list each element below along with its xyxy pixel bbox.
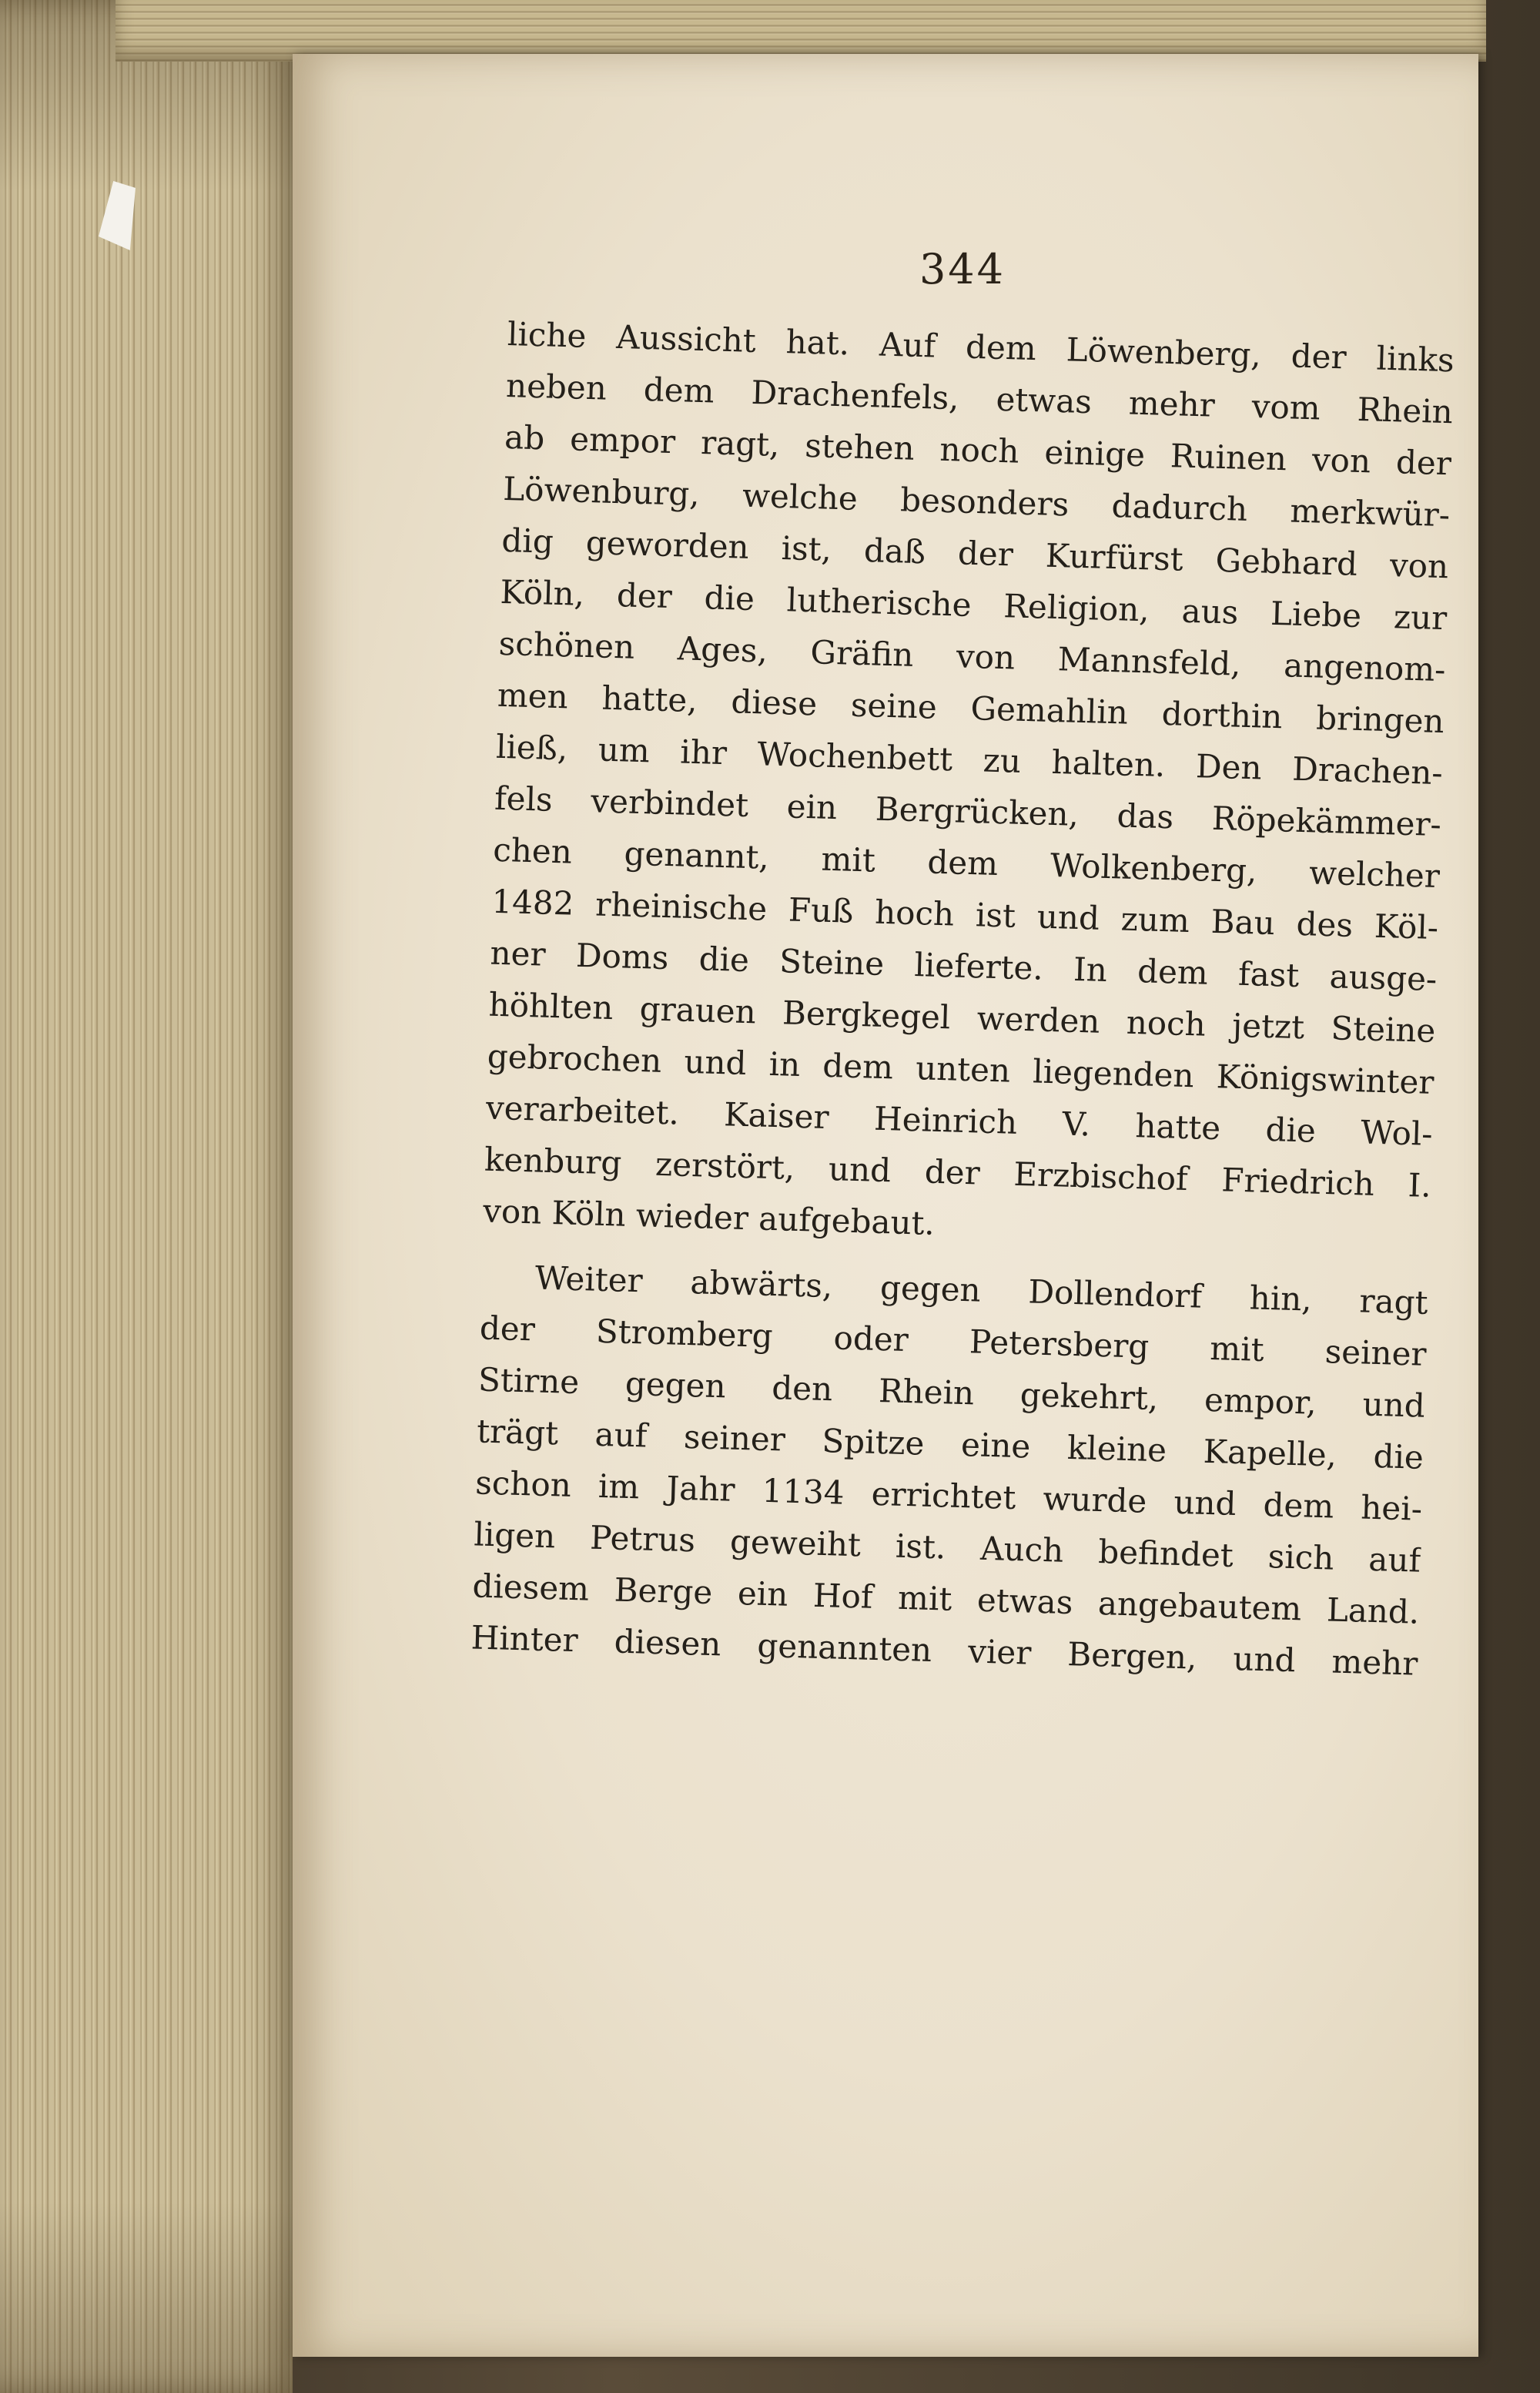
text-line: schon im Jahr 1134 errichtet wurde und dem hei-: [474, 1463, 1423, 1528]
text-line: fels verbindet ein Bergrücken, das Röpekämmer-: [494, 779, 1442, 844]
text-line: gebrochen und in dem unten liegenden Königswinter: [487, 1037, 1435, 1101]
text-line: ligen Petrus geweiht ist. Auch befindet sich auf: [473, 1515, 1421, 1580]
text-line: 1482 rheinische Fuß hoch ist und zum Bau des Köl-: [490, 882, 1439, 947]
text-line: neben dem Drachenfels, etwas mehr vom Rhein: [505, 366, 1454, 431]
text-line: Löwenburg, welche besonders dadurch merkwür-: [502, 469, 1451, 535]
paragraph: [482, 308, 1455, 1263]
text-line: kenburg zerstört, und der Erzbischof Friedrich I.: [484, 1140, 1432, 1205]
text-line: der Stromberg oder Petersberg mit seiner: [479, 1309, 1428, 1373]
page-number: 344: [919, 245, 1006, 293]
page-body-text: [470, 308, 1455, 1690]
text-line: von Köln wieder aufgebaut.: [482, 1191, 936, 1242]
book-page-edges: [0, 0, 293, 2393]
text-line: verarbeitet. Kaiser Heinrich V. hatte die Wol-: [485, 1088, 1434, 1153]
text-line: Stirne gegen den Rhein gekehrt, empor, und: [477, 1360, 1426, 1425]
text-line: chen genannt, mit dem Wolkenberg, welcher: [492, 830, 1441, 896]
text-line: Weiter abwärts, gegen Dollendorf hin, ragt: [534, 1259, 1429, 1322]
text-line: ließ, um ihr Wochenbett zu halten. Den Drachen-: [495, 727, 1444, 793]
text-line: ab empor ragt, stehen noch einige Ruinen von der: [504, 417, 1452, 483]
text-line: trägt auf seiner Spitze eine kleine Kapelle, die: [476, 1412, 1424, 1476]
text-line: Köln, der die lutherische Religion, aus Liebe zur: [500, 572, 1448, 638]
book-top-edge: [116, 0, 1486, 62]
text-line: Hinter diesen genannten vier Bergen, und mehr: [470, 1618, 1418, 1683]
text-line: dig geworden ist, daß der Kurfürst Gebhard von: [500, 521, 1449, 586]
text-line: ner Doms die Steine lieferte. In dem fast ausge-: [489, 933, 1438, 999]
paragraph: [470, 1251, 1428, 1690]
text-line: diesem Berge ein Hof mit etwas angebautem Land.: [471, 1567, 1420, 1631]
text-line: höhlten grauen Bergkegel werden noch jetzt Steine: [488, 985, 1436, 1050]
text-line: men hatte, diese seine Gemahlin dorthin bringen: [497, 675, 1445, 741]
text-line: liche Aussicht hat. Auf dem Löwenberg, der links: [507, 314, 1455, 380]
text-line: schönen Ages, Gräfin von Mannsfeld, angenom-: [498, 624, 1447, 689]
